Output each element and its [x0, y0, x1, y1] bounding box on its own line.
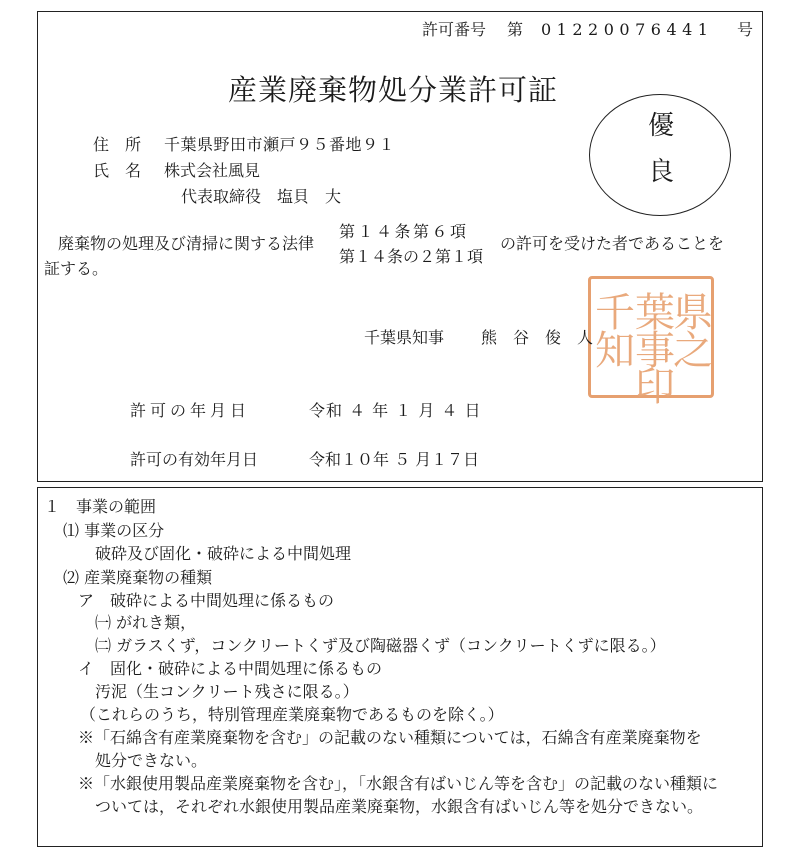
issue-date: 令和 ４ 年 １ 月 ４ 日 [309, 401, 482, 420]
certification-article-1: 第１４条第６項 [339, 222, 469, 241]
issuer-name: 熊 谷 俊 人 [481, 328, 594, 347]
scope-line: ⑵ 産業廃棄物の種類 [63, 568, 213, 587]
address-label: 住 所 [93, 135, 142, 154]
certification-lead: 廃棄物の処理及び清掃に関する法律 [58, 234, 315, 253]
seal-glyph: 千 [595, 290, 635, 336]
scope-line: （これらのうち，特別管理産業廃棄物であるものを除く。） [80, 705, 504, 724]
scope-line: ついては，それぞれ水銀使用製品産業廃棄物，水銀含有ばいじん等を処分できない。 [95, 797, 704, 816]
certification-tail: の許可を受けた者であることを [500, 234, 725, 253]
license-number-label: 許可番号 [422, 20, 487, 39]
scope-line: ※「石綿含有産業廃棄物を含む」の記載のない種類については，石綿含有産業廃棄物を [78, 728, 702, 747]
scope-heading: １ 事業の範囲 [44, 497, 157, 516]
page-title: 産業廃棄物処分業許可証 [228, 73, 559, 107]
license-number-prefix: 第 [507, 20, 524, 39]
representative: 代表取締役 塩貝 大 [181, 187, 342, 206]
certification-article-2: 第１４条の２第１項 [339, 247, 484, 266]
expiry-date: 令和１０年 ５ 月１７日 [309, 450, 480, 469]
name-label: 氏 名 [93, 161, 142, 180]
issuer-title: 千葉県知事 [364, 328, 445, 347]
rating-char-2: 良 [647, 157, 674, 187]
scope-line: ア 破砕による中間処理に係るもの [78, 591, 335, 610]
seal-glyph: 知 [595, 328, 635, 374]
scope-line: 破砕及び固化・破砕による中間処理 [95, 544, 352, 563]
seal-glyph: 事 [635, 328, 675, 374]
company-name: 株式会社風見 [164, 161, 261, 180]
license-number-suffix: 号 [737, 20, 754, 39]
scope-line: 汚泥（生コンクリート残さに限る。） [95, 682, 359, 701]
official-seal [588, 276, 714, 410]
scope-line: ※「水銀使用製品産業廃棄物を含む」，「水銀含有ばいじん等を含む」の記載のない種類に [78, 774, 719, 793]
rating-char-1: 優 [647, 111, 674, 141]
scope-line: ㈡ ガラスくず，コンクリートくず及び陶磁器くず（コンクリートくずに限る。） [95, 636, 666, 655]
scope-line: ⑴ 事業の区分 [63, 521, 165, 540]
scope-line: ㈠ がれき類， [95, 613, 197, 632]
license-number: 01220076441 [541, 20, 714, 39]
scope-line: イ 固化・破砕による中間処理に係るもの [78, 659, 383, 678]
seal-glyph: 県 [673, 290, 713, 336]
issue-date-label: 許可の年月日 [130, 401, 251, 420]
scope-line: 処分できない。 [95, 751, 208, 770]
seal-glyph: 葉 [635, 290, 675, 336]
expiry-date-label: 許可の有効年月日 [130, 450, 259, 469]
seal-glyph: 之 [673, 328, 713, 374]
address-value: 千葉県野田市瀬戸９５番地９１ [164, 135, 396, 154]
seal-glyph: 印 [635, 364, 675, 410]
rating-circle [589, 94, 731, 216]
certification-line-2: 証する。 [44, 259, 109, 278]
